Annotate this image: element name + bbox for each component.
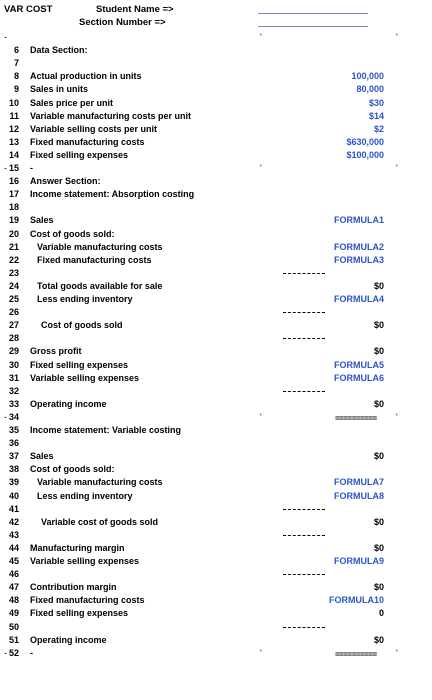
row-number: 50: [8, 621, 19, 632]
row-label: Fixed selling expenses: [30, 608, 129, 619]
row-label: Variable manufacturing costs per unit: [30, 110, 192, 121]
row-number: 27: [8, 320, 19, 331]
row-value-cell[interactable]: FORMULA10: [328, 595, 384, 606]
row-value-cell[interactable]: FORMULA9: [334, 556, 384, 566]
subtotal-underline: [283, 627, 325, 628]
row-value-cell[interactable]: FORMULA3: [334, 254, 384, 265]
row-label: Fixed selling expenses: [30, 359, 129, 370]
row-label: Sales in units: [30, 84, 89, 95]
row-label: Total goods available for sale: [37, 280, 163, 291]
table-row: [0, 411, 432, 424]
table-row: [0, 529, 432, 542]
subtotal-underline: [283, 273, 325, 274]
row-label: Fixed manufacturing costs: [37, 254, 152, 265]
section-number-input[interactable]: [258, 26, 368, 27]
row-number: 8: [13, 71, 19, 82]
row-number: 32: [8, 385, 19, 396]
row-value-cell[interactable]: 0: [378, 608, 384, 619]
table-row: [0, 97, 432, 110]
table-row: [0, 398, 432, 411]
row-number: 38: [8, 464, 19, 475]
row-number: 48: [8, 595, 19, 606]
table-row: [0, 385, 432, 398]
row-value-cell[interactable]: FORMULA6: [334, 372, 384, 383]
row-label: Cost of goods sold: [41, 320, 123, 331]
var-cost-title: VAR COST: [4, 4, 53, 15]
subtotal-underline: [283, 535, 325, 536]
table-row: [0, 149, 432, 162]
row-label: Manufacturing margin: [30, 542, 125, 553]
row-number: 14: [8, 149, 19, 160]
row-label: Contribution margin: [30, 582, 117, 593]
row-number: 49: [8, 608, 19, 619]
row-value-cell[interactable]: $30: [368, 97, 384, 108]
table-row: [0, 293, 432, 306]
cell-tick-mark: ': [260, 163, 262, 173]
row-number: 42: [8, 516, 19, 527]
row-value-cell[interactable]: 80,000: [356, 84, 384, 95]
table-row: [0, 110, 432, 123]
row-number: 47: [8, 582, 19, 593]
student-name-label: Student Name =>: [96, 4, 174, 15]
table-row: [0, 607, 432, 620]
row-number: 21: [8, 241, 19, 252]
row-number: 45: [8, 556, 19, 566]
row-label: Operating income: [30, 398, 107, 409]
row-number: 46: [8, 569, 19, 580]
row-number: 25: [8, 294, 19, 304]
row-number: 22: [8, 254, 19, 265]
table-row: [0, 476, 432, 489]
row-label: Less ending inventory: [37, 294, 133, 304]
row-label: Sales price per unit: [30, 97, 114, 108]
row-number: 19: [8, 215, 19, 226]
row-label: Cost of goods sold:: [30, 228, 115, 239]
row-value-cell[interactable]: $630,000: [346, 136, 384, 147]
table-row: [0, 228, 432, 241]
row-value-cell[interactable]: $2: [373, 123, 384, 134]
table-row: [0, 162, 432, 175]
row-label: Fixed manufacturing costs: [30, 136, 145, 147]
subtotal-underline: [283, 391, 325, 392]
table-row: [0, 424, 432, 437]
row-value-cell[interactable]: $0: [373, 582, 384, 593]
row-number: 24: [8, 280, 19, 291]
subtotal-underline: [283, 509, 325, 510]
row-label: Variable selling expenses: [30, 372, 140, 383]
row-value-cell[interactable]: $0: [373, 346, 384, 357]
table-row: [0, 581, 432, 594]
table-row: [0, 621, 432, 634]
row-number: 11: [9, 110, 19, 121]
row-label: Variable manufacturing costs: [37, 241, 163, 252]
table-row: [0, 83, 432, 96]
row-number: 15: [8, 163, 19, 173]
row-label: Income statement: Absorption costing: [30, 189, 195, 200]
row-label: Cost of goods sold:: [30, 464, 115, 475]
row-value-cell[interactable]: $0: [373, 634, 384, 645]
table-row: [0, 254, 432, 267]
row-number: 18: [8, 202, 19, 213]
cell-tick-mark: -: [4, 411, 7, 422]
row-number: 23: [8, 267, 19, 278]
row-value-cell[interactable]: $0: [373, 542, 384, 553]
row-number: 31: [8, 372, 19, 383]
row-value-cell[interactable]: $0: [373, 280, 384, 291]
cell-tick-mark: -: [4, 163, 7, 173]
row-label: Fixed selling expenses: [30, 149, 129, 160]
row-label: Variable cost of goods sold: [41, 516, 159, 527]
table-row: [0, 568, 432, 581]
row-label: Operating income: [30, 634, 107, 645]
row-label: Variable selling expenses: [30, 556, 140, 566]
table-row: [0, 31, 432, 44]
row-label: Gross profit: [30, 346, 82, 357]
row-number: 17: [8, 189, 19, 200]
row-value-cell[interactable]: $0: [373, 516, 384, 527]
table-row: [0, 136, 432, 149]
row-value-cell[interactable]: FORMULA4: [334, 294, 384, 304]
table-row: [0, 594, 432, 607]
subtotal-underline: [283, 338, 325, 339]
cell-tick-mark: ': [396, 163, 398, 173]
table-row: [0, 503, 432, 516]
subtotal-underline: [283, 312, 325, 313]
table-row: [0, 306, 432, 319]
row-value-cell[interactable]: 100,000: [351, 71, 384, 82]
table-row: [0, 280, 432, 293]
row-label: Sales: [30, 451, 54, 462]
row-value-cell[interactable]: FORMULA7: [334, 477, 384, 488]
row-label: -: [30, 163, 33, 173]
row-label: Less ending inventory: [37, 490, 133, 501]
row-label: Data Section:: [30, 45, 88, 56]
table-row: [0, 44, 432, 57]
row-number: 39: [8, 477, 19, 488]
cell-tick-mark: ': [260, 411, 262, 422]
table-row: [0, 319, 432, 332]
section-number-label: Section Number =>: [79, 17, 166, 28]
subtotal-underline: [283, 574, 325, 575]
row-label: Sales: [30, 215, 54, 226]
double-underline: ==========: [335, 650, 377, 659]
cell-tick-mark: -: [4, 32, 7, 42]
table-row: [0, 123, 432, 136]
row-label: Answer Section:: [30, 176, 101, 187]
row-number: 30: [8, 359, 19, 370]
row-number: 40: [8, 490, 19, 501]
table-row: [0, 437, 432, 450]
row-label: Variable selling costs per unit: [30, 123, 158, 134]
row-label: -: [30, 647, 33, 658]
table-row: [0, 175, 432, 188]
row-number: 41: [8, 503, 19, 514]
row-number: 26: [8, 307, 19, 318]
cell-tick-mark: ': [396, 32, 398, 42]
row-value-cell[interactable]: FORMULA1: [334, 215, 384, 226]
table-row: [0, 188, 432, 201]
table-row: [0, 241, 432, 254]
row-number: 16: [8, 176, 19, 187]
row-number: 29: [8, 346, 19, 357]
row-number: 51: [8, 634, 19, 645]
row-number: 35: [8, 425, 19, 435]
row-number: 28: [8, 333, 19, 344]
row-value-cell[interactable]: $0: [373, 320, 384, 331]
row-number: 20: [8, 228, 19, 239]
table-row: [0, 57, 432, 70]
row-number: 36: [8, 438, 19, 449]
table-row: [0, 647, 432, 660]
cell-tick-mark: -: [4, 647, 7, 658]
table-row: [0, 634, 432, 647]
table-row: [0, 450, 432, 463]
cell-tick-mark: ': [260, 32, 262, 42]
table-row: [0, 201, 432, 214]
row-number: 34: [8, 411, 19, 422]
row-number: 33: [8, 398, 19, 409]
row-number: 43: [8, 529, 19, 540]
row-label: Actual production in units: [30, 71, 142, 82]
row-label: Fixed manufacturing costs: [30, 595, 145, 606]
cell-tick-mark: ': [396, 647, 398, 658]
row-label: Variable manufacturing costs: [37, 477, 163, 488]
row-number: 44: [8, 542, 19, 553]
row-number: 13: [8, 136, 19, 147]
row-number: 12: [8, 123, 19, 134]
student-name-input[interactable]: [258, 13, 368, 14]
row-value-cell[interactable]: $0: [373, 398, 384, 409]
table-row: [0, 214, 432, 227]
table-row: [0, 555, 432, 568]
double-underline: ==========: [335, 414, 377, 423]
row-number: 37: [8, 451, 19, 462]
cell-tick-mark: ': [396, 411, 398, 422]
cell-tick-mark: ': [260, 647, 262, 658]
row-value-cell[interactable]: FORMULA8: [334, 490, 384, 501]
row-number: 7: [13, 58, 19, 69]
row-number: 6: [13, 45, 19, 56]
row-value-cell[interactable]: $14: [368, 110, 384, 121]
row-value-cell[interactable]: $100,000: [346, 149, 384, 160]
row-number: 9: [13, 84, 19, 95]
table-row: [0, 332, 432, 345]
row-number: 10: [8, 97, 19, 108]
row-value-cell[interactable]: FORMULA5: [334, 359, 384, 370]
table-row: [0, 372, 432, 385]
table-row: [0, 490, 432, 503]
table-row: [0, 267, 432, 280]
row-label: Income statement: Variable costing: [30, 425, 182, 435]
table-row: [0, 516, 432, 529]
table-row: [0, 542, 432, 555]
table-row: [0, 463, 432, 476]
table-row: [0, 345, 432, 358]
table-row: [0, 359, 432, 372]
row-number: 52: [8, 647, 19, 658]
row-value-cell[interactable]: $0: [373, 451, 384, 462]
row-value-cell[interactable]: FORMULA2: [334, 241, 384, 252]
table-row: [0, 70, 432, 83]
